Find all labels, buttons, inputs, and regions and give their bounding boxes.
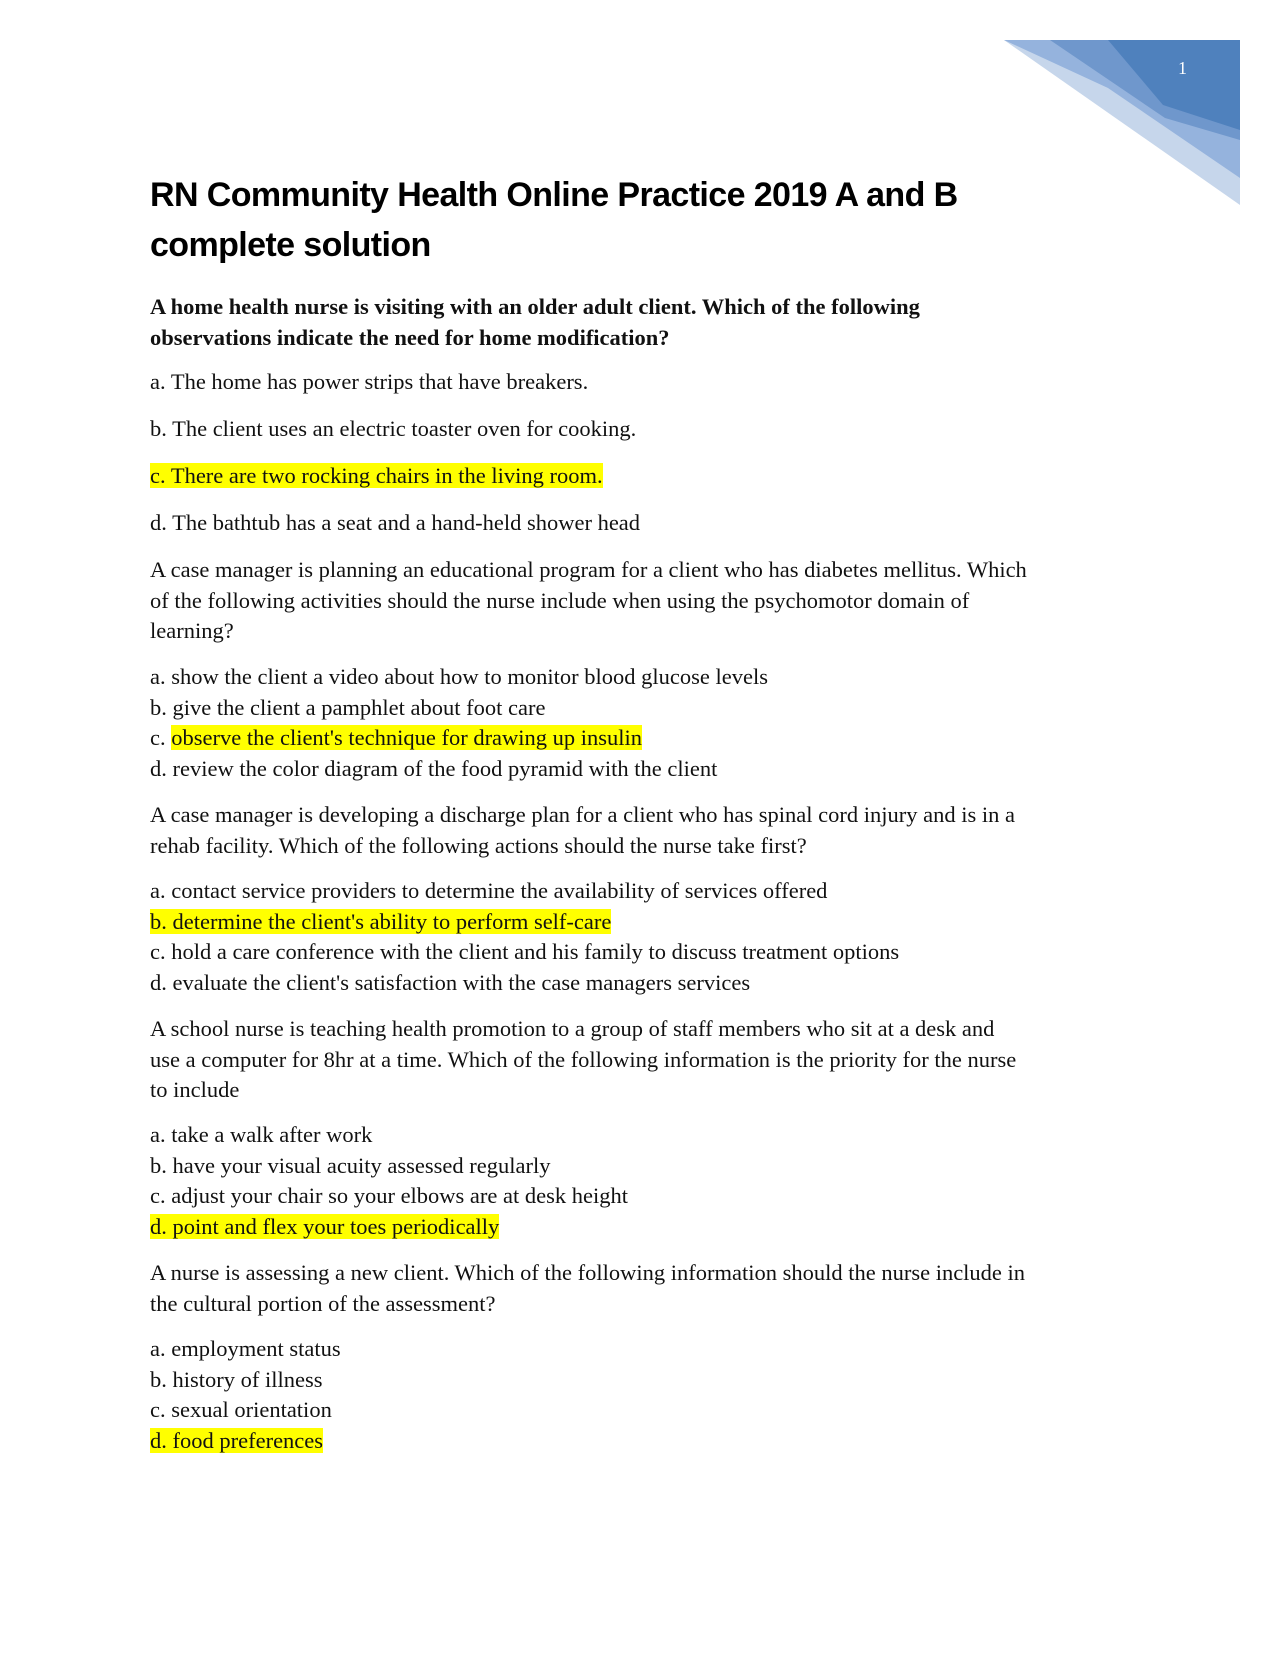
option-text: a. The home has power strips that have breakers. (150, 369, 589, 394)
question-2-options (150, 662, 1130, 784)
question-3-stem (150, 800, 1130, 861)
option-c (150, 723, 1130, 754)
stem-line: of the following activities should the nurse include when using the psychomotor domain of (150, 587, 970, 613)
option-c: c. sexual orientation (150, 1397, 332, 1422)
option-a: a. employment status (150, 1336, 341, 1361)
stem-line: A school nurse is teaching health promotion to a group of staff members who sit at a desk and (150, 1016, 995, 1041)
question-1-option-b (150, 414, 1130, 445)
option-a: a. take a walk after work (150, 1122, 373, 1147)
stem-line: A home health nurse is visiting with an older adult client. Which of the following (150, 294, 920, 319)
question-4-options (150, 1120, 1130, 1242)
question-2-stem (150, 555, 1130, 647)
question-1-stem (150, 292, 1130, 353)
question-5-options (150, 1334, 1130, 1456)
option-b: b. history of illness (150, 1366, 323, 1392)
stem-line: A case manager is developing a discharge plan for a client who has spinal cord injury and is in a (150, 802, 1015, 827)
stem-line: observations indicate the need for home modification? (150, 324, 670, 350)
stem-line: learning? (150, 618, 234, 643)
option-text: b. The client uses an electric toaster oven for cooking. (150, 416, 637, 441)
question-5-stem (150, 1258, 1130, 1319)
highlighted-answer: b. determine the client's ability to perform self-care (150, 908, 612, 934)
option-d: d. evaluate the client's satisfaction with the case managers services (150, 969, 751, 995)
option-c: c. hold a care conference with the client and his family to discuss treatment options (150, 939, 900, 964)
question-4-stem (150, 1014, 1130, 1106)
stem-line: to include (150, 1077, 240, 1102)
title-line-1: RN Community Health Online Practice 2019 A and B (150, 176, 958, 214)
highlighted-answer: c. There are two rocking chairs in the living room. (150, 463, 603, 488)
question-1-option-d (150, 508, 1130, 539)
option-a: a. show the client a video about how to monitor blood glucose levels (150, 664, 769, 689)
stem-line: A nurse is assessing a new client. Which of the following information should the nurse include in (150, 1260, 1026, 1285)
stem-line: use a computer for 8hr at a time. Which of the following information is the priority for the nurse (150, 1046, 1017, 1072)
document-title (150, 170, 1110, 270)
question-1-option-c (150, 461, 1130, 492)
option-b: b. give the client a pamphlet about foot care (150, 694, 546, 720)
highlighted-answer: d. point and flex your toes periodically (150, 1213, 500, 1239)
option-d: d. review the color diagram of the food pyramid with the client (150, 755, 718, 781)
option-a: a. contact service providers to determine the availability of services offered (150, 878, 828, 903)
highlighted-answer: observe the client's technique for drawing up insulin (171, 725, 643, 750)
option-text: d. The bathtub has a seat and a hand-held shower head (150, 510, 641, 535)
option-b: b. have your visual acuity assessed regularly (150, 1152, 551, 1178)
question-1-option-a (150, 367, 1130, 398)
stem-line: rehab facility. Which of the following actions should the nurse take first? (150, 832, 807, 858)
option-c: c. adjust your chair so your elbows are at desk height (150, 1183, 628, 1208)
stem-line: the cultural portion of the assessment? (150, 1290, 496, 1316)
question-3-options (150, 876, 1130, 998)
option-c-prefix: c. (150, 725, 172, 750)
highlighted-answer: d. food preferences (150, 1427, 324, 1453)
page-number: 1 (1178, 58, 1187, 78)
stem-line: A case manager is planning an educational program for a client who has diabetes mellitus. Which (150, 557, 1027, 582)
title-line-2: complete solution (150, 226, 431, 264)
